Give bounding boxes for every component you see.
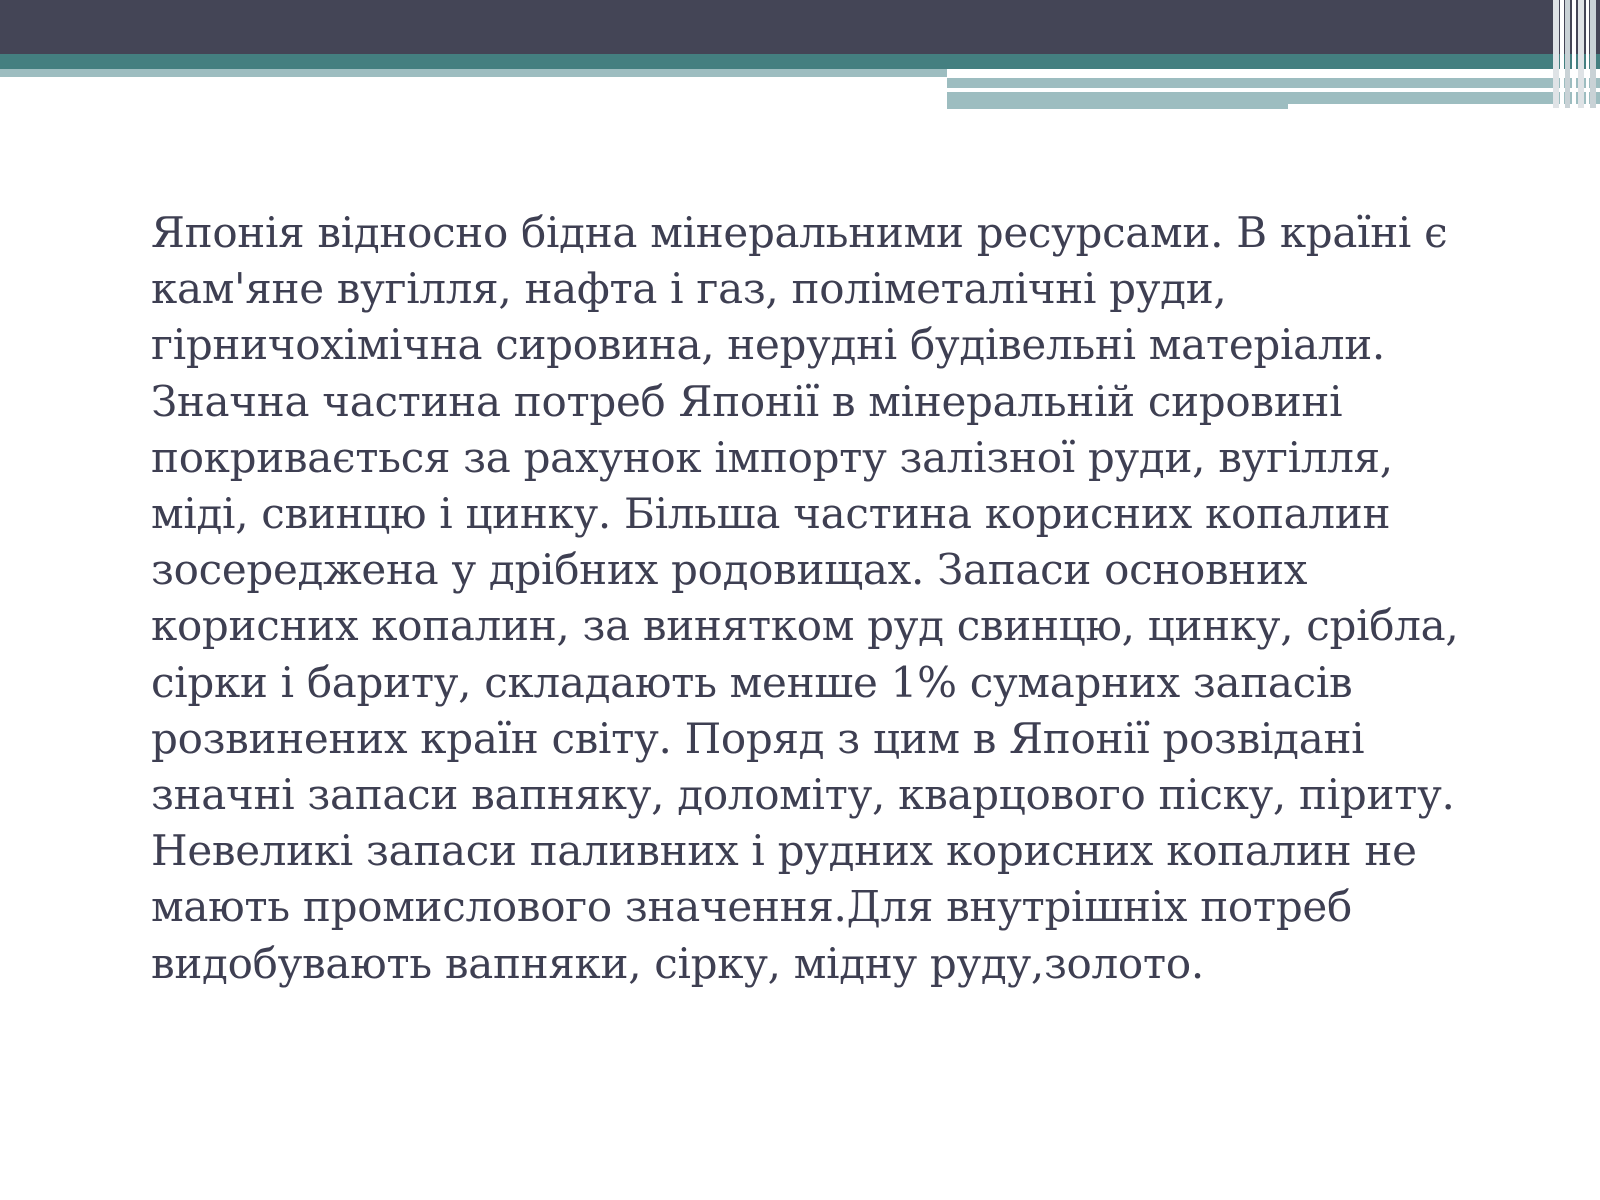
header-bar-light-left: [0, 69, 947, 77]
edge-stripe: [1578, 0, 1584, 108]
header-bar-teal: [0, 54, 1600, 69]
edge-stripe: [1565, 0, 1570, 108]
edge-stripe: [1572, 0, 1576, 108]
header-bar-light-right: [947, 78, 1600, 88]
edge-stripe: [1590, 0, 1596, 108]
slide-body-text: Японія відносно бідна мінеральними ресурсами. В країні є кам'яне вугілля, нафта і газ, поліметалічні руди, гірничохімічна сировина, нерудні будівельні матеріали. Значна частина потреб Японії в мінеральній сировині покривається за рахунок імпорту залізної руди, вугілля, міді, свинцю і цинку. Більша частина корисних копалин зосереджена у дрібних родовищах. Запаси основних корисних копалин, за винятком руд свинцю, цинку, срібла, сірки і бариту, складають менше 1% сумарних запасів розвинених країн світу. Поряд з цим в Японії розвідані значні запаси вапняку, доломіту, кварцового піску, піриту. Невеликі запаси паливних і рудних корисних копалин не мають промислового значення.Для внутрішніх потреб видобувають вапняки, сірку, мідну руду,золото.: [151, 208, 1459, 988]
edge-stripe: [1560, 0, 1564, 108]
header-bar-light-lower: [947, 92, 1288, 109]
edge-stripe: [1553, 0, 1559, 108]
header-bar-dark: [0, 0, 1600, 54]
edge-stripe: [1586, 0, 1589, 108]
